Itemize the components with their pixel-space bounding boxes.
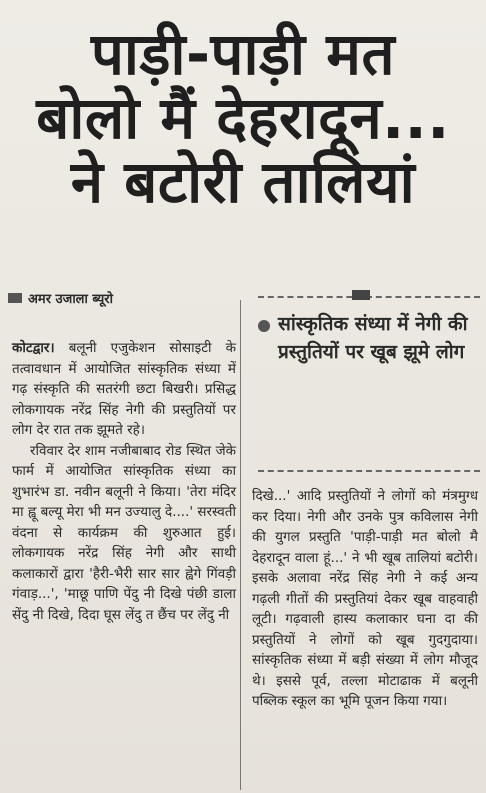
subhead-bullet-icon [258, 320, 270, 332]
byline-row [8, 286, 238, 310]
left-paragraph-1-text: बलूनी एजुकेशन सोसाइटी के तत्वावधान में आयोजित सांस्कृतिक संध्या में गढ़ संस्कृति की सतरंगी छटा बिखरी। प्रसिद्ध लोकगायक नरेंद्र सिंह नेगी की प्रस्तुतियों पर लोग देर रात तक झूमते रहे। [12, 340, 236, 438]
left-paragraph-2: रविवार देर शाम नजीबाबाद रोड स्थित जेके फार्म में आयोजित सांस्कृतिक संध्या का शुभारंभ डा. नवीन बलूनी ने किया। 'तेरा मंदिर मा ह्वू बल्यू मेरा भी मन उज्यालु दे....' सरस्वती वंदना से कार्यक्रम की शुरुआत हुई। लोकगायक नरेंद्र सिंह नेगी और साथी कलाकारों द्वारा 'हैरी-भैरी सार सार ह्वेगे गिंवड़ी गंवाड़...', 'माछू पाणि पेंदु नी दिखे पंछी डाला सेंदु नी दिखे, दिदा घूस लेंदु त छैंच पर लेंदु नी [12, 442, 236, 623]
headline-line-3: ने बटोरी तालियां [70, 148, 416, 216]
left-column [12, 338, 236, 625]
headline-line-1: पाड़ी-पाड़ी मत [90, 20, 396, 88]
right-paragraph-1: दिखे...' आदि प्रस्तुतियों ने लोगों को मंत्रमुग्ध कर दिया। नेगी और उनके पुत्र कविलास नेगी की युगल प्रस्तुति 'पाड़ी-पाड़ी मत बोलो मै देहरादून वाला हूं...' ने भी खूब तालियां बटोरी। इसके अलावा नरेंद्र सिंह नेगी ने कई अन्य गढ़ली गीतों की प्रस्तुतियां देकर खूब वाहवाही लूटी। गढ़वाली हास्य कलाकार घना दा की प्रस्तुतियों ने लोगों को खूब गुदगुदाया। सांस्कृतिक संध्या में बड़ी संख्या में लोग मौजूद थे। इससे पूर्व, तल्ला मोटाढाक में बलूनी पब्लिक स्कूल का भूमि पूजन किया गया। [252, 488, 478, 709]
subhead-marker-icon [352, 290, 370, 300]
headline-line-2: बोलो मैं देहरादून... [36, 84, 450, 152]
byline-marker-icon [8, 293, 22, 303]
subhead: सांस्कृतिक संध्या में नेगी की प्रस्तुतियों पर खूब झूमे लोग [278, 313, 468, 363]
left-paragraph-1 [12, 338, 236, 441]
subhead-bottom-rule [258, 470, 480, 472]
right-column [252, 486, 478, 712]
byline: अमर उजाला ब्यूरो [28, 292, 113, 307]
subhead-box [252, 296, 480, 472]
column-divider [240, 300, 241, 790]
dateline: कोटद्वार। [12, 340, 55, 356]
headline [10, 22, 476, 214]
